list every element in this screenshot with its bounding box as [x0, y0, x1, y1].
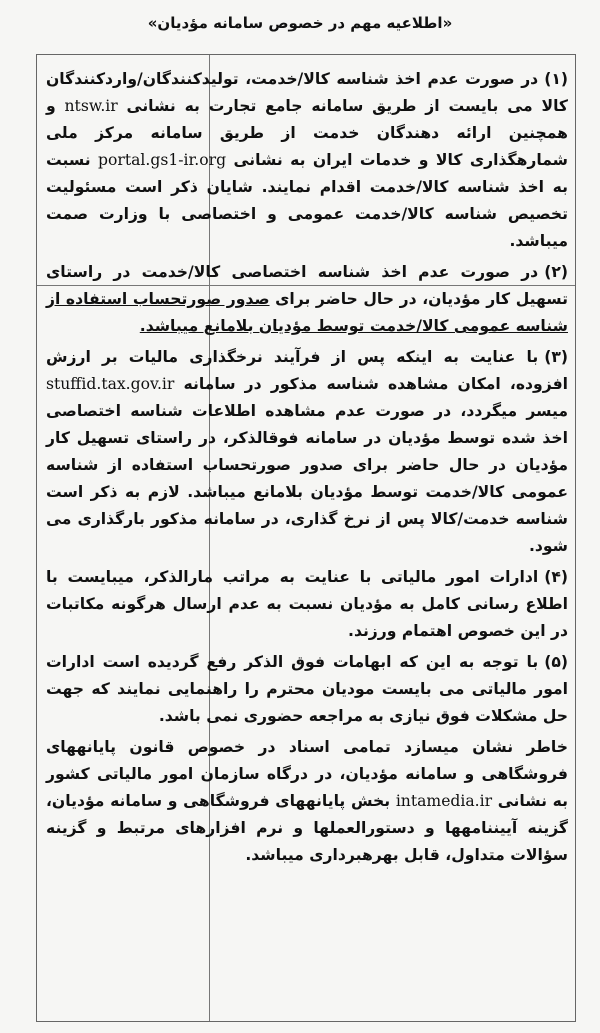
- paragraph-2: [46, 259, 568, 340]
- paragraph-text: خاطر نشان میسازد تمامی اسناد در خصوص قانون پایانههای فروشگاهی و سامانه مؤدیان، در درگاه سازمان امور مالیاتی کشور به نشانی: [46, 738, 568, 810]
- url-text: intamedia.ir: [395, 792, 493, 810]
- paragraph-text: بخش پایانههای فروشگاهی و سامانه مؤدیان، گزینه آییننامهها و دستورالعملها و نرم افزارهای مرتبط و گزینه سؤالات متداول، قابل بهرهبرداری میباشد.: [46, 792, 568, 864]
- paragraph-number: (۲): [544, 263, 568, 281]
- paragraph-text: کالا/خدمت در راستای تسهیل کار مؤدیان، در حال حاضر برای: [46, 263, 568, 308]
- paragraph-1: [46, 66, 568, 255]
- url-text: ntsw.ir: [64, 97, 118, 115]
- url-text: stuffid.tax.gov.ir: [46, 375, 175, 393]
- paragraph-text: با توجه به این که ابهامات فوق الذکر رفع گردیده است ادارات امور مالیاتی می بایست مودیان محترم را راهنمایی نمایند که جهت حل مشکلات فوق نیازی به مراجعه حضوری نمی باشد.: [46, 653, 568, 725]
- paragraph-text: عدم مشاهده: [265, 402, 367, 420]
- paragraph-text: نسبت به اخذ شناسه کالا/خدمت اقدام نمایند. شایان ذکر است مسئولیت تخصیص شناسه کالا/خدمت عمومی و اختصاصی با وزارت صمت میباشد.: [46, 151, 568, 250]
- paragraph-text: لازم به ذکر است شناسه خدمت/کالا پس از نرخ گذاری، در سامانه مذکور بارگذاری می شود.: [46, 483, 568, 555]
- paragraph-text: در صورت عدم اخذ شناسه کالا/خدمت، تولیدکنندگان/واردکنندگان کالا می بایست از طریق سامانه جامع تجارت به نشانی: [46, 70, 568, 115]
- paragraph-3: [46, 344, 568, 560]
- paragraph-4: [46, 564, 568, 645]
- paragraph-text: در صورت عدم اخذ شناسه: [306, 263, 539, 281]
- paragraph-number: (۳): [544, 348, 568, 366]
- paragraph-text: با عنایت به اینکه پس از فرآیند نرخگذاری مالیات بر ارزش افزوده، امکان مشاهده شناسه مذکور در سامانه: [46, 348, 568, 393]
- paragraph-text: و همچنین ارائه دهندگان خدمت از طریق سامانه مرکز ملی شمارهگذاری کالا و خدمات ایران به نشانی: [46, 97, 569, 169]
- paragraph-number: (۴): [544, 568, 568, 586]
- paragraph-text: استفاده از شناسه عمومی کالا/خدمت توسط مؤدیان بلامانع میباشد.: [46, 456, 568, 501]
- paragraph-text: اختصاصی: [231, 263, 307, 281]
- paragraph-6: [46, 734, 568, 869]
- paragraph-5: [46, 649, 568, 730]
- page-title: «اطلاعیه مهم در خصوص سامانه مؤدیان»: [147, 14, 453, 32]
- paragraph-number: (۵): [544, 653, 568, 671]
- paragraph-text: صدور صورتحساب استفاده از شناسه عمومی کالا/خدمت توسط مؤدیان بلامانع میباشد.: [46, 290, 568, 335]
- paragraph-text: میسر میگردد، در صورت: [366, 402, 568, 420]
- url-text: portal.gs1-ir.org: [98, 151, 227, 169]
- document-body: [46, 66, 568, 873]
- paragraph-text: اطلاعات شناسه اختصاصی اخذ شده توسط مؤدیان در سامانه فوقالذکر، در راستای تسهیل کار مؤدیان در حال حاضر برای صدور صورتحساب: [46, 402, 569, 474]
- paragraph-number: (۱): [544, 70, 568, 88]
- paragraph-text: ادارات امور مالیاتی با عنایت به مراتب مارالذکر، میبایست با اطلاع رسانی کامل به مؤدیان نسبت به عدم ارسال هرگونه مکاتبات در این خصوص اهتمام ورزند.: [46, 568, 568, 640]
